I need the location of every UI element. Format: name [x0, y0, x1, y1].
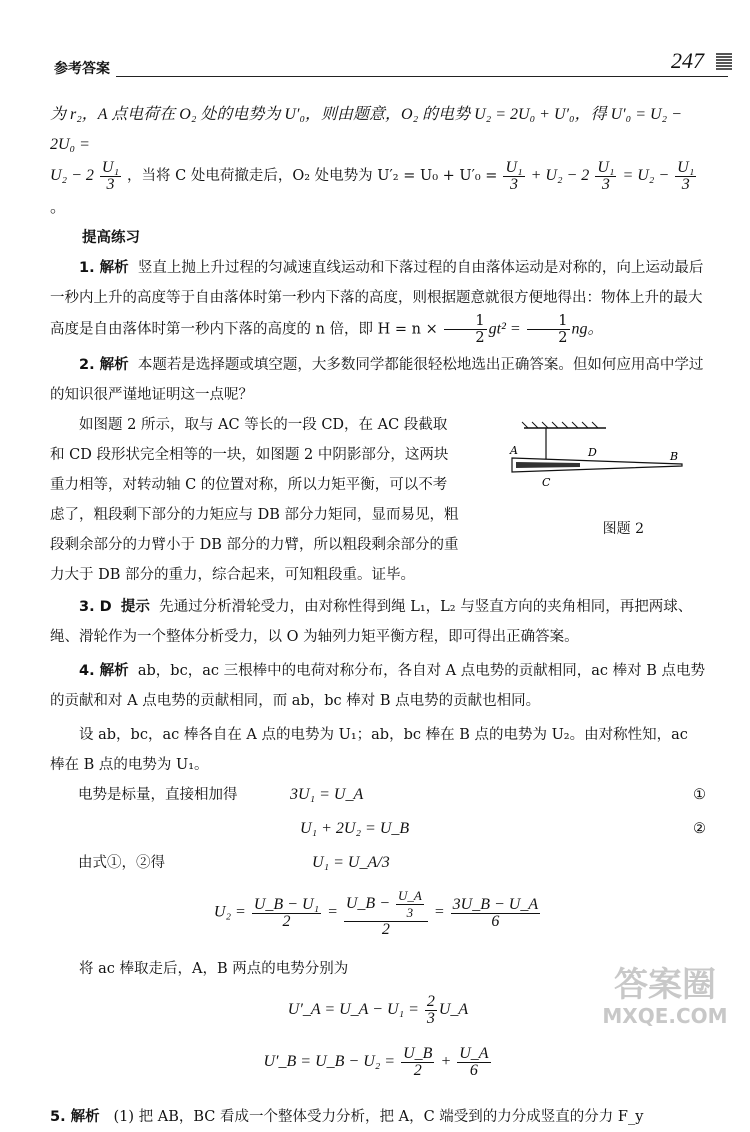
header-rule [116, 76, 728, 77]
q1: 1. 解析 竖直上抛上升过程的匀减速直线运动和下落过程的自由落体运动是对称的，向上运动最后一秒内上升的高度等于自由落体时第一秒内下落的高度，则根据题意就很方便地得出：物体上升的最大高度是自由落体时第一秒内下落的高度的 n 倍，即 H = n × $\frac{1}{2}$ gt² = $\frac{1}{2}$ ng。 [50, 260, 704, 346]
lever-diagram [506, 414, 706, 524]
q5: 5. 解析 (1) 把 AB，BC 看成一个整体受力分析，把 A，C 端受到的力分成竖直的分力 F_y [50, 1109, 644, 1125]
q2: 2. 解析 本题若是选择题或填空题，大多数同学都能很轻松地选出正确答案。但如何应用高中学过的知识很严谨地证明这一点呢？ [50, 357, 704, 403]
q4: 4. 解析 ab，bc，ac 三根棒中的电荷对称分布，各自对 A 点电势的贡献相同，ac 棒对 B 点电势的贡献和对 A 点电势的贡献相同，而 ab，bc 棒对 B 点电势的贡献也相同。 [50, 663, 706, 709]
eq-row-1: 电势是标量，直接相加得 3U₁ = U_A ① [78, 786, 706, 803]
section-title: 提高练习 [82, 230, 140, 246]
page-number: 247 [671, 48, 704, 73]
eq-u2: U₂ = $\frac{\text{U\_B − U₁}}{2}$ = U_B − $\frac{U\_A}{3}$ 2 = $\frac{3U\_B - U\_A}{6}$ [213, 888, 539, 938]
q4-para-2: 设 ab，bc，ac 棒各自在 A 点的电势为 U₁；ab，bc 棒在 B 点的电势为 U₂。由对称性知，ac 棒在 B 点的电势为 U₁。 [50, 727, 688, 773]
para-continued-2: U₂ − 2 $\frac{\text{U₁}}{3}$ ，当将 C 处电荷撤走后，O₂ 处电势为 U′₂ = U₀ + U′₀ = $\frac{\text{U₁}}{3}$ + U₂ − 2 $\frac{\text{U₁}}{3}$ = U₂ − $\frac{\text{U₁}}{3}$ 。 [50, 159, 695, 216]
eq-ub: U′_B = U_B − U₂ = $\frac{U\_B}{2}$ + $\frac{U\_A}{6}$ [263, 1045, 489, 1079]
fraction: $\frac{\text{U₁}}{3}$ [101, 159, 120, 193]
watermark-logo: 答案圈 MXQE.COM [602, 965, 728, 1028]
fraction: $\frac{\text{U₁}}{3}$ [597, 159, 615, 193]
para-continued: 为 r₂，A 点电荷在 O₂ 处的电势为 U′₀，则由题意，O₂ 的电势 U₂ = 2U₀ + U′₀，得 U′₀ = U₂ − 2U₀ = [50, 106, 682, 153]
header-section: 参考答案 [54, 61, 110, 77]
q4-after: 将 ac 棒取走后，A，B 两点的电势分别为 [79, 961, 349, 977]
eq-row-2: U₁ + 2U₂ = U_B ② [300, 820, 706, 837]
q2-label: 2. 解析 [79, 357, 129, 373]
label-b: B [670, 450, 679, 463]
eq-ua: U′_A = U_A − U₁ = $\frac{2}{3}$ U_A [287, 993, 469, 1027]
fraction: $\frac{\text{U₁}}{3}$ [677, 159, 695, 193]
label-d: D [588, 446, 597, 459]
q2-figure-block [50, 410, 706, 590]
header-pattern [716, 52, 732, 70]
q1-label: 1. 解析 [79, 260, 129, 276]
label-a: A [510, 444, 518, 457]
fraction: $\frac{\text{U₁}}{3}$ [505, 159, 523, 193]
eq-row-3: 由式①，②得 U₁ = U_A/3 [78, 854, 390, 871]
figure-caption: 图题 2 [602, 521, 644, 537]
q3: 3. D 提示 先通过分析滑轮受力，由对称性得到绳 L₁，L₂ 与竖直方向的夹角相同，再把两球、绳、滑轮作为一个整体分析受力，以 O 为轴列力矩平衡方程，即可得出正确答案。 [50, 599, 693, 645]
label-c: C [542, 476, 551, 489]
q2-body: 如图题 2 所示，取与 AC 等长的一段 CD，在 AC 段截取和 CD 段形状完全相等的一块，如图题 2 中阴影部分，这两块重力相等，对转动轴 C 的位置对称，所以力矩平衡，可以不考虑了，粗段剩下部分的力矩应与 DB 部分力矩同，显而易见，粗段剩余部分的力臂小于 DB 部分的力臂，所以粗段剩余部分的重力大于 DB 部分的重力，综合起来，可知粗段重。证毕。 [50, 417, 459, 583]
